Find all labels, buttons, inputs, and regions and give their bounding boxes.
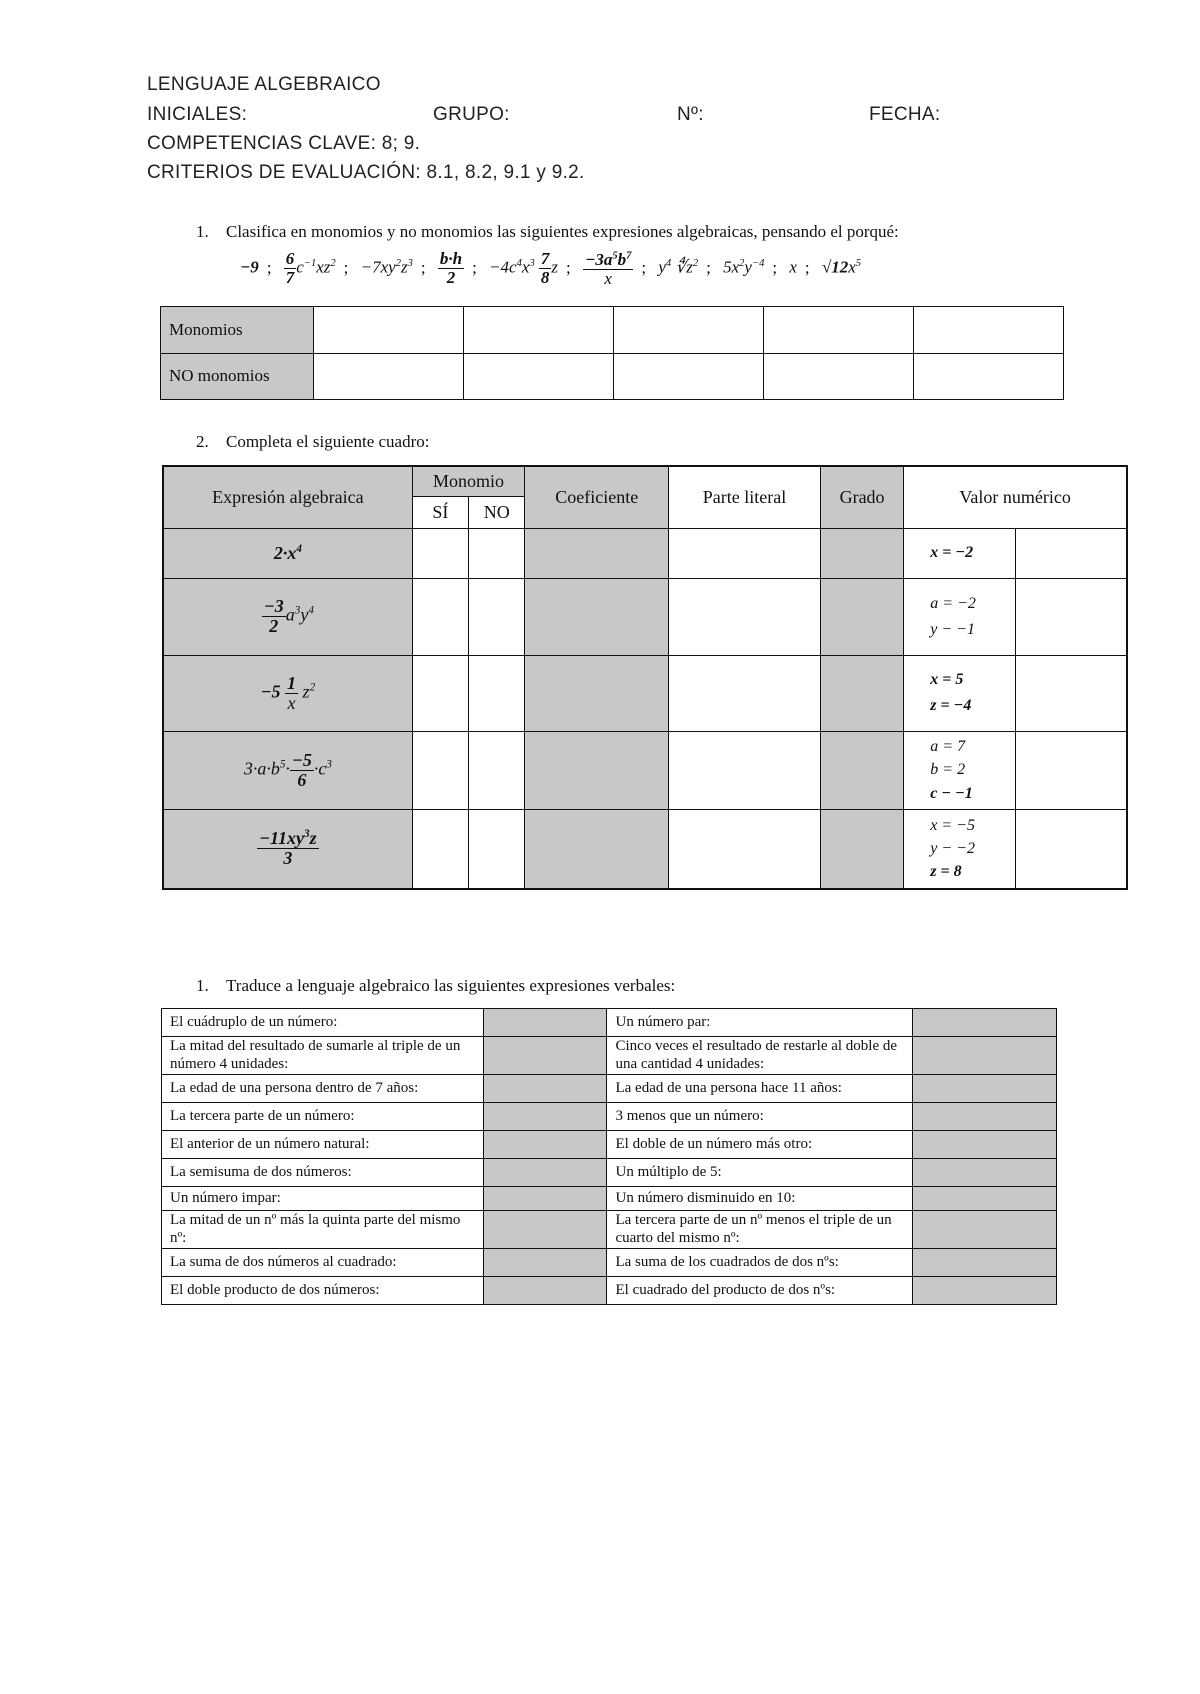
degree-cell[interactable] (820, 528, 903, 578)
exercise1-text: Clasifica en monomios y no monomios las siguientes expresiones algebraicas, pensando el porqué: (226, 222, 899, 241)
translate-row (162, 1211, 1057, 1249)
value-answer[interactable] (1015, 528, 1127, 578)
degree-cell[interactable] (820, 578, 903, 655)
translate-row (162, 1103, 1057, 1131)
literal-cell[interactable] (669, 528, 821, 578)
monomials-label: Monomios (161, 307, 314, 354)
value-header: Valor numérico (904, 466, 1127, 528)
exercise1-number: 1. (196, 222, 209, 241)
degree-cell[interactable] (820, 731, 903, 809)
left-phrase: El cuádruplo de un número: (162, 1009, 484, 1037)
expression-cell: $\frac{-3}{2}$ $a^3y^4$ (163, 578, 412, 655)
left-phrase: La tercera parte de un número: (162, 1103, 484, 1131)
table-row (163, 655, 1127, 731)
answer-cell[interactable] (314, 307, 464, 354)
non-monomials-label: NO monomios (161, 353, 314, 400)
expression-cell: −5 $\frac{1}{x}$ $z^2$ (163, 655, 412, 731)
no-cell[interactable] (469, 731, 525, 809)
right-phrase: La tercera parte de un nº menos el triple de un cuarto del mismo nº: (607, 1211, 913, 1249)
translate-row (162, 1159, 1057, 1187)
yes-header: SÍ (412, 496, 468, 528)
right-phrase: 3 menos que un número: (607, 1103, 913, 1131)
left-answer-cell[interactable] (483, 1211, 607, 1249)
literal-header: Parte literal (669, 466, 821, 528)
criteria-line: CRITERIOS DE EVALUACIÓN: 8.1, 8.2, 9.1 y 9.2. (147, 162, 585, 183)
right-phrase: La suma de los cuadrados de dos nºs: (607, 1249, 913, 1277)
exercise3-instruction (196, 976, 675, 996)
exercise3-text: Traduce a lenguaje algebraico las siguientes expresiones verbales: (226, 976, 676, 995)
right-answer-cell[interactable] (913, 1211, 1057, 1249)
right-answer-cell[interactable] (913, 1277, 1057, 1305)
right-answer-cell[interactable] (913, 1075, 1057, 1103)
left-answer-cell[interactable] (483, 1249, 607, 1277)
left-answer-cell[interactable] (483, 1277, 607, 1305)
date-label: FECHA: (869, 104, 941, 125)
right-phrase: Un número par: (607, 1009, 913, 1037)
expression-cell: $\frac{-11xy^3z}{3}$ (163, 809, 412, 889)
value-given: a = 7 b = 2 c − −1 (904, 731, 1016, 809)
classification-table (160, 306, 1064, 400)
answer-cell[interactable] (764, 353, 914, 400)
degree-cell[interactable] (820, 809, 903, 889)
value-given: x = −5 y − −2 z = 8 (904, 809, 1016, 889)
exercise2-instruction (196, 432, 429, 452)
value-given: x = −2 (904, 528, 1016, 578)
left-phrase: La mitad del resultado de sumarle al triple de un número 4 unidades: (162, 1037, 484, 1075)
degree-header: Grado (820, 466, 903, 528)
translate-row (162, 1187, 1057, 1211)
no-cell[interactable] (469, 528, 525, 578)
right-phrase: El doble de un número más otro: (607, 1131, 913, 1159)
literal-cell[interactable] (669, 809, 821, 889)
table-row (163, 528, 1127, 578)
competencies-line: COMPETENCIAS CLAVE: 8; 9. (147, 133, 421, 154)
coefficient-cell[interactable] (525, 578, 669, 655)
coefficient-cell[interactable] (525, 528, 669, 578)
literal-cell[interactable] (669, 731, 821, 809)
table-row (163, 578, 1127, 655)
right-phrase: Un número disminuido en 10: (607, 1187, 913, 1211)
left-phrase: La semisuma de dos números: (162, 1159, 484, 1187)
exercise2-number: 2. (196, 432, 209, 451)
worksheet-title: LENGUAJE ALGEBRAICO (147, 74, 381, 95)
exercise1-instruction (196, 222, 899, 242)
value-answer[interactable] (1015, 655, 1127, 731)
answer-cell[interactable] (464, 353, 614, 400)
value-answer[interactable] (1015, 578, 1127, 655)
literal-cell[interactable] (669, 655, 821, 731)
expression-header: Expresión algebraica (163, 466, 412, 528)
no-cell[interactable] (469, 809, 525, 889)
left-answer-cell[interactable] (483, 1009, 607, 1037)
right-answer-cell[interactable] (913, 1187, 1057, 1211)
answer-cell[interactable] (464, 307, 614, 354)
left-phrase: Un número impar: (162, 1187, 484, 1211)
answer-cell[interactable] (314, 353, 464, 400)
yes-cell[interactable] (412, 655, 468, 731)
answer-cell[interactable] (914, 307, 1064, 354)
left-answer-cell[interactable] (483, 1037, 607, 1075)
value-answer[interactable] (1015, 809, 1127, 889)
yes-cell[interactable] (412, 809, 468, 889)
left-answer-cell[interactable] (483, 1131, 607, 1159)
exercise2-text: Completa el siguiente cuadro: (226, 432, 430, 451)
monomials-row (161, 307, 1064, 354)
no-header: NO (469, 496, 525, 528)
answer-cell[interactable] (914, 353, 1064, 400)
right-phrase: Cinco veces el resultado de restarle al doble de una cantidad 4 unidades: (607, 1037, 913, 1075)
expression-list: −9 ; $\frac{6}{7}$ $c^{-1}xz^2$ ; $-7xy^2z^3$ ; $\frac{b\cdot h}{2}$ ; $-4c^4x^3$ $\frac{7}{8}$ z ; $\frac{-3a^5b^7}{x}$ ; $y^4$ $∜z^2$ ; $5x^2y^{-4}$ ; x ; $√12x^5$ (240, 249, 862, 288)
left-phrase: La suma de dos números al cuadrado: (162, 1249, 484, 1277)
value-given: x = 5 z = −4 (904, 655, 1016, 731)
answer-cell[interactable] (614, 353, 764, 400)
translate-table (161, 1008, 1057, 1305)
right-answer-cell[interactable] (913, 1159, 1057, 1187)
translate-row (162, 1075, 1057, 1103)
right-answer-cell[interactable] (913, 1249, 1057, 1277)
right-answer-cell[interactable] (913, 1131, 1057, 1159)
value-answer[interactable] (1015, 731, 1127, 809)
coefficient-cell[interactable] (525, 655, 669, 731)
value-given: a = −2 y − −1 (904, 578, 1016, 655)
right-answer-cell[interactable] (913, 1009, 1057, 1037)
table-row (163, 809, 1127, 889)
left-answer-cell[interactable] (483, 1187, 607, 1211)
translate-row (162, 1277, 1057, 1305)
literal-cell[interactable] (669, 578, 821, 655)
left-answer-cell[interactable] (483, 1159, 607, 1187)
initials-label: INICIALES: (147, 104, 248, 125)
right-phrase: Un múltiplo de 5: (607, 1159, 913, 1187)
translate-row (162, 1249, 1057, 1277)
coefficient-cell[interactable] (525, 731, 669, 809)
complete-table (162, 465, 1128, 890)
left-phrase: La mitad de un nº más la quinta parte del mismo nº: (162, 1211, 484, 1249)
right-phrase: El cuadrado del producto de dos nºs: (607, 1277, 913, 1305)
right-answer-cell[interactable] (913, 1103, 1057, 1131)
yes-cell[interactable] (412, 578, 468, 655)
no-cell[interactable] (469, 655, 525, 731)
expression-cell: $3\cdot a\cdot b^5\cdot$ $\frac{-5}{6}$ $\cdot c^3$ (163, 731, 412, 809)
right-phrase: La edad de una persona hace 11 años: (607, 1075, 913, 1103)
coefficient-header: Coeficiente (525, 466, 669, 528)
right-answer-cell[interactable] (913, 1037, 1057, 1075)
translate-row (162, 1037, 1057, 1075)
left-answer-cell[interactable] (483, 1103, 607, 1131)
coefficient-cell[interactable] (525, 809, 669, 889)
degree-cell[interactable] (820, 655, 903, 731)
translate-row (162, 1131, 1057, 1159)
exercise3-number: 1. (196, 976, 209, 995)
number-label: Nº: (677, 104, 704, 125)
left-phrase: La edad de una persona dentro de 7 años: (162, 1075, 484, 1103)
answer-cell[interactable] (764, 307, 914, 354)
non-monomials-row (161, 353, 1064, 400)
yes-cell[interactable] (412, 731, 468, 809)
left-phrase: El anterior de un número natural: (162, 1131, 484, 1159)
answer-cell[interactable] (614, 307, 764, 354)
monomial-header: Monomio (412, 466, 525, 496)
left-answer-cell[interactable] (483, 1075, 607, 1103)
left-phrase: El doble producto de dos números: (162, 1277, 484, 1305)
no-cell[interactable] (469, 578, 525, 655)
yes-cell[interactable] (412, 528, 468, 578)
table-row (163, 731, 1127, 809)
group-label: GRUPO: (433, 104, 510, 125)
translate-row (162, 1009, 1057, 1037)
expression-cell: $2\cdot x^4$ (163, 528, 412, 578)
